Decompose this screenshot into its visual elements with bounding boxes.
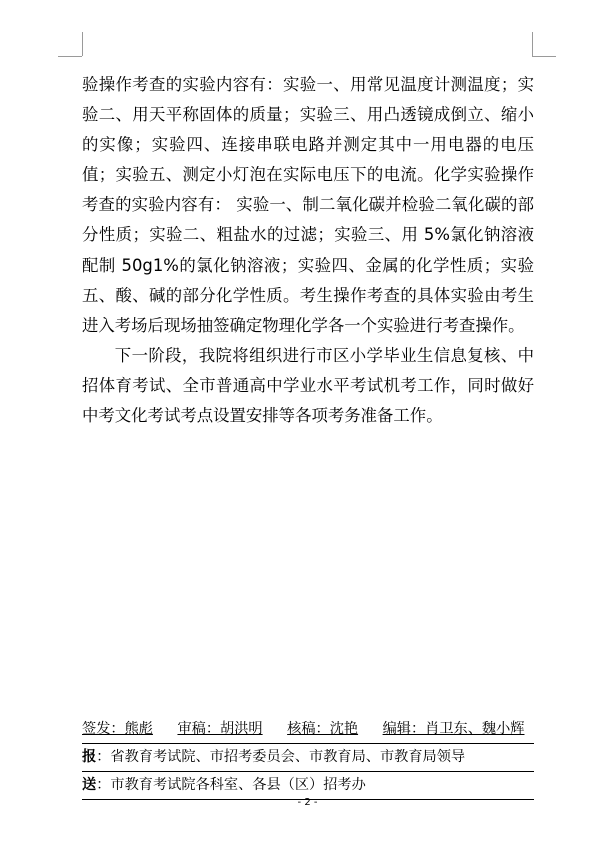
signoff-editor: 编辑：肖卫东、魏小辉 [382, 721, 525, 737]
crop-mark-top-right [532, 56, 556, 57]
report-to-text: ：省教育考试院、市招考委员会、市教育局、市教育局领导 [96, 749, 466, 765]
report-to-label: 报 [82, 749, 97, 765]
paragraph-next-stage: 下一阶段，我院将组织进行市区小学毕业生信息复核、中招体育考试、全市普通高中学业水平考试机考工作，同时做好中考文化考试考点设置安排等各项考务准备工作。 [82, 345, 534, 426]
document-body [82, 70, 534, 431]
crop-mark-top-left [82, 32, 83, 56]
crop-mark-top-left [58, 56, 82, 57]
paragraph-experiments: 验操作考查的实验内容有：实验一、用常见温度计测温度；实验二、用天平称固体的质量；实验三、用凸透镜成倒立、缩小的实像；实验四、连接串联电路并测定其中一用电器的电压值；实验五、测定小灯泡在实际电压下的电流。化学实验操作考查的实验内容有： 实验一、制二氧化碳并检验二氧化碳的部分性质；实验二、粗盐水的过滤；实验三、用 5%氯化钠溶液配制 50g1%的氯化钠溶液；实验四、金属的化学性质；实验五、酸、碱的部分化学性质。考生操作考查的具体实验由考生进入考场后现场抽签确定物理化学各一个实验进行考查操作。 [82, 75, 534, 335]
document-footer [82, 716, 534, 800]
signoff-checker: 核稿：沈艳 [287, 721, 359, 737]
crop-mark-top-right [532, 32, 533, 56]
report-to-line [82, 744, 534, 772]
send-to-text: ：市教育考试院各科室、各县（区）招考办 [96, 777, 366, 793]
send-to-line [82, 772, 534, 800]
signoff-reviewer: 审稿：胡洪明 [177, 721, 263, 737]
signoff-issuer: 签发：熊彪 [82, 721, 153, 737]
send-to-label: 送 [82, 777, 97, 793]
signoff-line [82, 716, 534, 744]
page-number: - 2 - [297, 797, 318, 808]
